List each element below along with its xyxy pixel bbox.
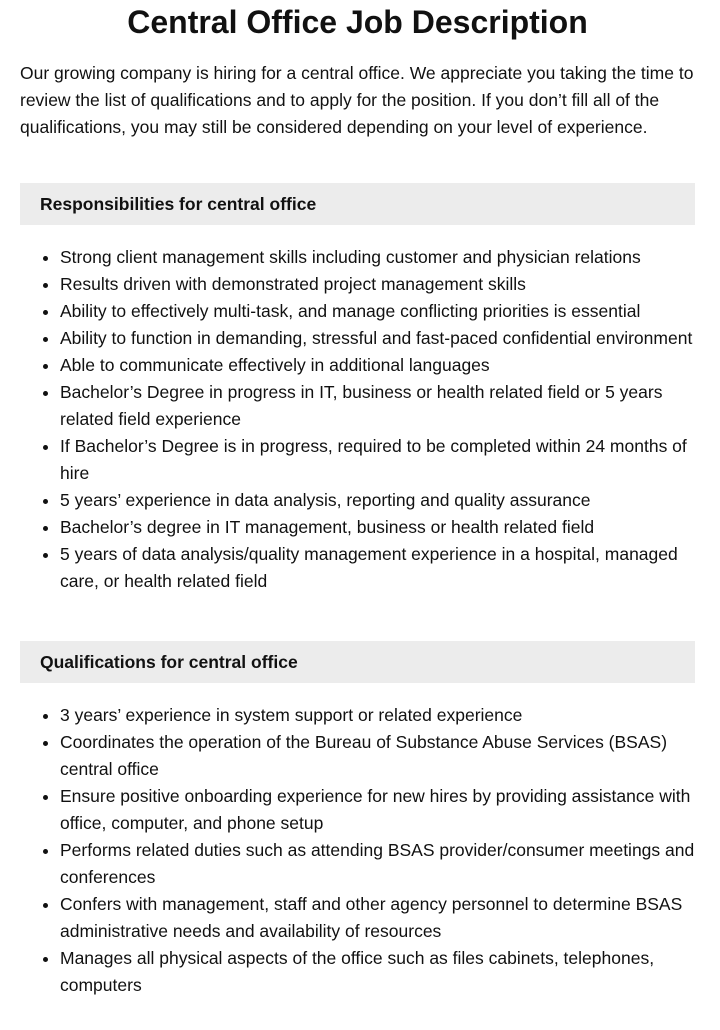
intro-paragraph: Our growing company is hiring for a central office. We appreciate you taking the time to review the list of qualifications and to apply for the position. If you don’t fill all of the qualifications, you may still be considered depending on your level of experience. bbox=[20, 63, 694, 137]
list-item: • Performs related duties such as attending BSAS provider/consumer meetings and conferences bbox=[60, 837, 695, 891]
list-item: • Manages all physical aspects of the office such as files cabinets, telephones, computers bbox=[60, 945, 695, 999]
page-title: Central Office Job Description bbox=[127, 4, 588, 40]
list-item: • Ability to effectively multi-task, and manage conflicting priorities is essential bbox=[60, 298, 695, 325]
list-item: • 5 years’ experience in data analysis, reporting and quality assurance bbox=[60, 487, 695, 514]
list-item: • Ability to function in demanding, stressful and fast-paced confidential environment bbox=[60, 325, 695, 352]
list-item: • 3 years’ experience in system support or related experience bbox=[60, 702, 695, 729]
list-item: • Able to communicate effectively in additional languages bbox=[60, 352, 695, 379]
list-item: • Strong client management skills including customer and physician relations bbox=[60, 244, 695, 271]
list-item: • 5 years of data analysis/quality management experience in a hospital, managed care, or health related field bbox=[60, 541, 695, 595]
list-item: • Results driven with demonstrated project management skills bbox=[60, 271, 695, 298]
list-item: • Bachelor’s Degree in progress in IT, business or health related field or 5 years related field experience bbox=[60, 379, 695, 433]
qualifications-header: Qualifications for central office bbox=[20, 641, 695, 683]
list-item: • Confers with management, staff and other agency personnel to determine BSAS administrative needs and availability of resources bbox=[60, 891, 695, 945]
responsibilities-header: Responsibilities for central office bbox=[20, 183, 695, 225]
qualifications-list bbox=[20, 702, 695, 999]
list-item: • Coordinates the operation of the Bureau of Substance Abuse Services (BSAS) central office bbox=[60, 729, 695, 783]
list-item: • If Bachelor’s Degree is in progress, required to be completed within 24 months of hire bbox=[60, 433, 695, 487]
list-item: • Bachelor’s degree in IT management, business or health related field bbox=[60, 514, 695, 541]
list-item: • Ensure positive onboarding experience for new hires by providing assistance with office, computer, and phone setup bbox=[60, 783, 695, 837]
responsibilities-list bbox=[20, 244, 695, 595]
